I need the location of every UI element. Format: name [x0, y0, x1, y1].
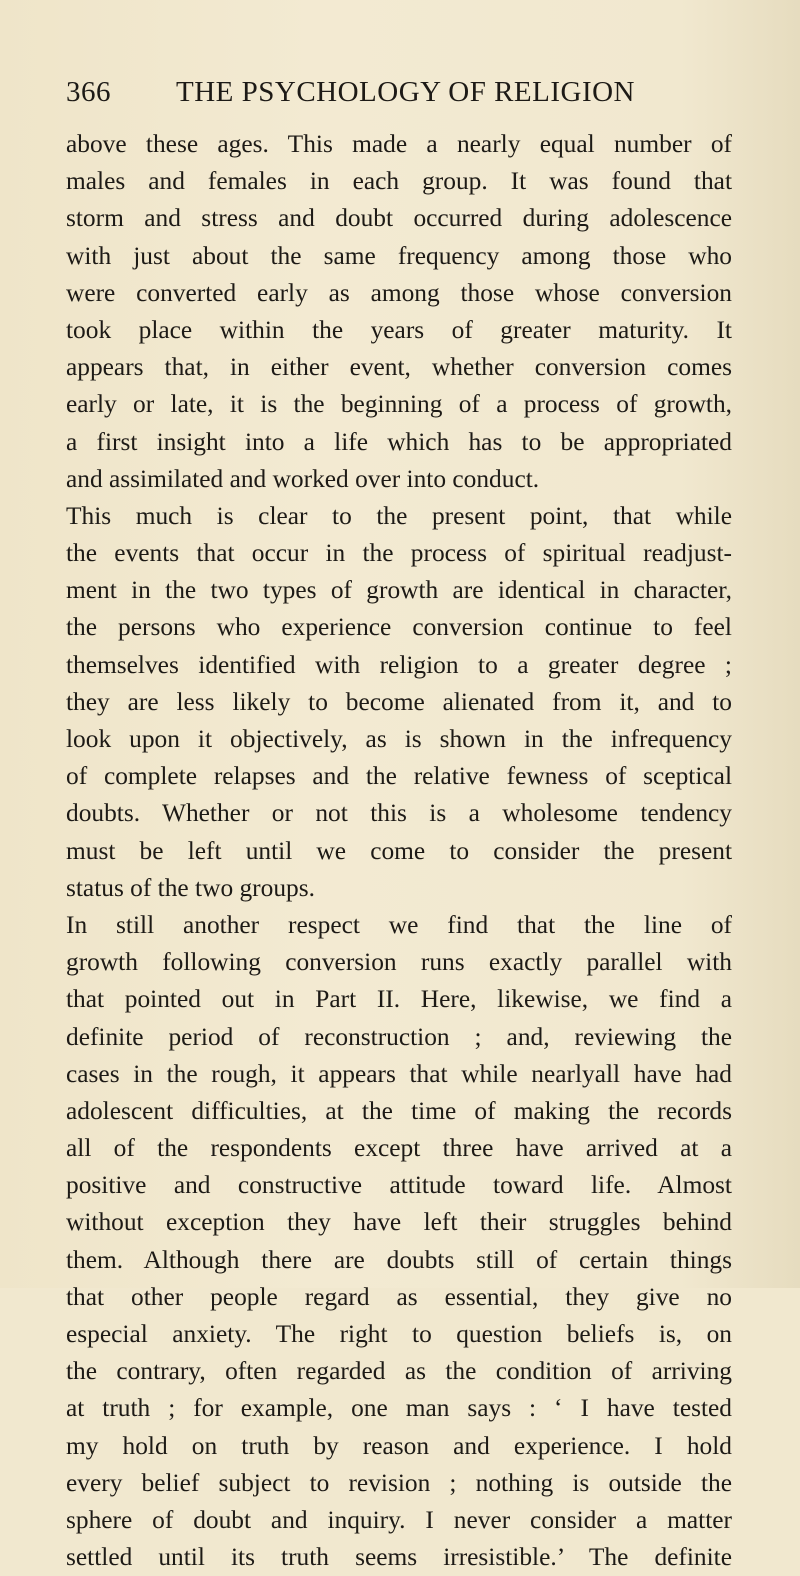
text-line: This much is clear to the present point, that while [66, 501, 732, 530]
text-line: appears that, in either event, whether conversion comes [66, 353, 732, 382]
text-line: them. Although there are doubts still of certain things [66, 1245, 732, 1274]
text-line: they are less likely to become alienated from it, and to [66, 687, 732, 716]
text-line: sphere of doubt and inquiry. I never consider a matter [66, 1505, 732, 1534]
text-line: storm and stress and doubt occurred during adolescence [66, 204, 732, 233]
text-line: the contrary, often regarded as the condition of arriving [66, 1357, 732, 1386]
running-title: THE PSYCHOLOGY OF RELIGION [176, 76, 636, 108]
text-line: above these ages. This made a nearly equal number of [66, 130, 732, 158]
text-line: look upon it objectively, as is shown in the infrequency [66, 725, 732, 753]
text-line: the persons who experience conversion continue to feel [66, 613, 732, 642]
text-line: that other people regard as essential, they give no [66, 1282, 732, 1311]
text-line: status of the two groups. [66, 873, 315, 902]
page-header [66, 70, 686, 114]
text-line: were converted early as among those whose conversion [66, 278, 732, 307]
text-line: cases in the rough, it appears that while nearlyall have had [66, 1059, 732, 1088]
text-line: adolescent difficulties, at the time of making the records [66, 1096, 732, 1125]
text-line: growth following conversion runs exactly parallel with [66, 948, 732, 977]
text-line: and assimilated and worked over into conduct. [66, 464, 540, 493]
text-line: positive and constructive attitude toward life. Almost [66, 1171, 732, 1200]
text-line: must be left until we come to consider the present [66, 836, 732, 865]
text-line: at truth ; for example, one man says : ‘ I have tested [66, 1394, 732, 1423]
text-line: took place within the years of greater maturity. It [66, 315, 732, 344]
text-line: settled until its truth seems irresistible.’ The definite [66, 1543, 732, 1572]
text-line: ment in the two types of growth are identical in character, [66, 576, 732, 605]
text-line: males and females in each group. It was found that [66, 167, 732, 196]
text-line: themselves identified with religion to a greater degree ; [66, 650, 732, 679]
text-line: with just about the same frequency among those who [66, 241, 732, 270]
text-line: especial anxiety. The right to question beliefs is, on [66, 1320, 732, 1348]
text-line: early or late, it is the beginning of a process of growth, [66, 390, 732, 419]
page-number: 366 [66, 76, 111, 108]
text-line: every belief subject to revision ; nothing is outside the [66, 1468, 732, 1497]
text-line: of complete relapses and the relative fewness of sceptical [66, 762, 732, 791]
text-line: my hold on truth by reason and experience. I hold [66, 1431, 732, 1460]
text-line: the events that occur in the process of spiritual readjust- [66, 539, 732, 568]
text-line: that pointed out in Part II. Here, likewise, we find a [66, 985, 732, 1014]
body-text [66, 126, 732, 1576]
text-line: all of the respondents except three have arrived at a [66, 1134, 732, 1163]
text-line: without exception they have left their struggles behind [66, 1208, 732, 1237]
text-line: In still another respect we find that the line of [66, 910, 732, 939]
text-line: doubts. Whether or not this is a wholesome tendency [66, 799, 732, 828]
text-line: definite period of reconstruction ; and, reviewing the [66, 1022, 732, 1051]
text-line: a first insight into a life which has to be appropriated [66, 427, 732, 456]
